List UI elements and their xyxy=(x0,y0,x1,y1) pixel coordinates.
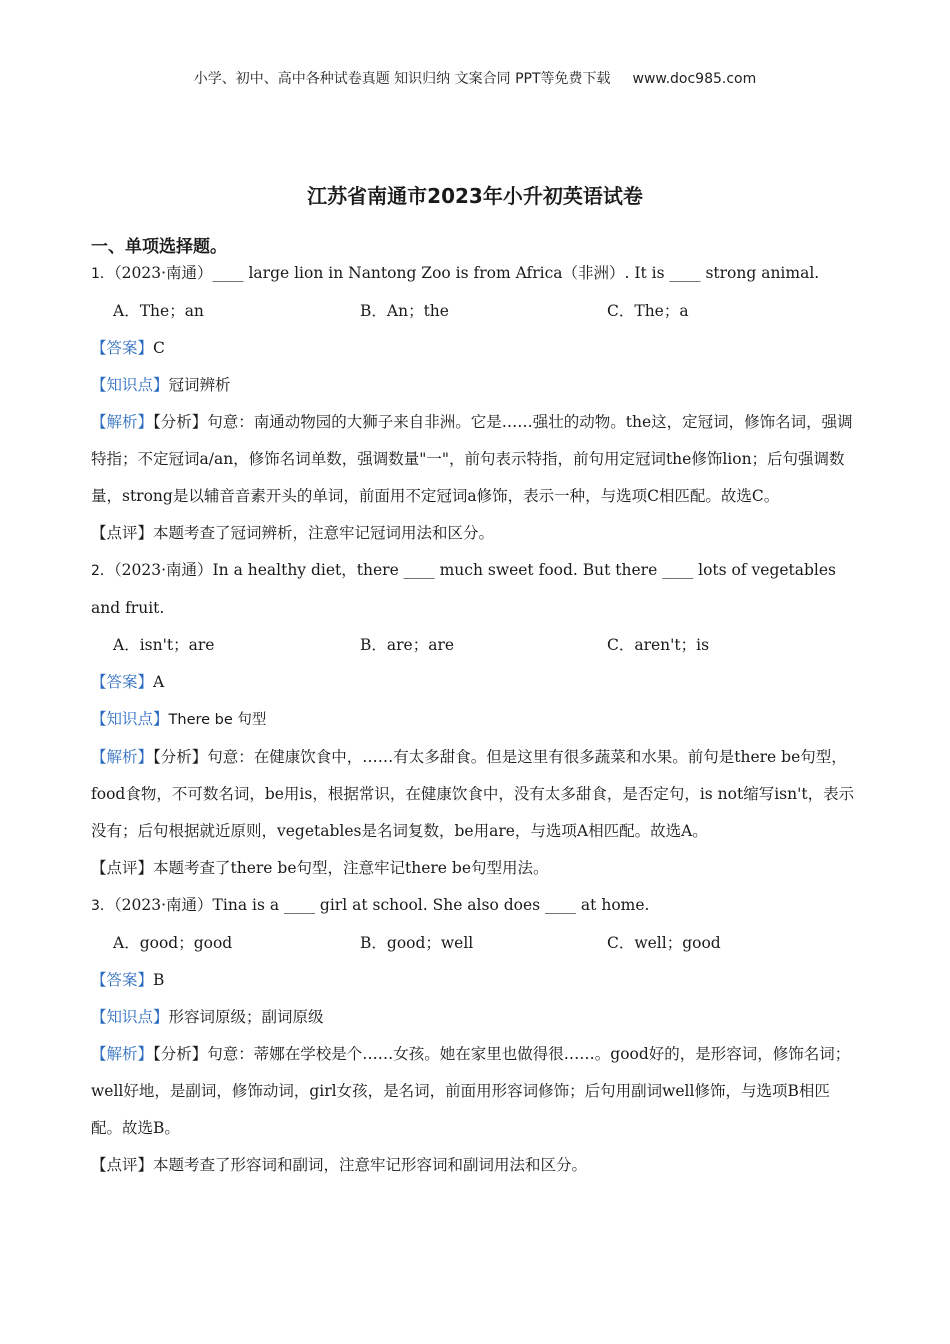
option-a: A．good；good xyxy=(113,934,233,952)
comment-text: 本题考查了there be句型，注意牢记there be句型用法。 xyxy=(153,859,549,877)
analysis-paragraph xyxy=(91,1036,856,1147)
options-row xyxy=(91,293,856,330)
knowledge-value: 冠词辨析 xyxy=(168,376,231,394)
comment-text: 本题考查了形容词和副词，注意牢记形容词和副词用法和区分。 xyxy=(153,1156,588,1174)
knowledge-value: 形容词原级；副词原级 xyxy=(168,1008,324,1026)
analysis-paragraph xyxy=(91,404,856,515)
question-text: （2023·南通）Tina is a ____ girl at school. She also does ____ at home. xyxy=(113,896,650,914)
comment-label: 【点评】 xyxy=(91,859,154,877)
section-heading: 一、单项选择题。 xyxy=(91,237,227,257)
knowledge-line xyxy=(91,367,856,404)
comment-line xyxy=(91,1147,856,1184)
option-c: C．aren't；is xyxy=(607,636,710,654)
knowledge-line xyxy=(91,999,856,1036)
question-number: 1． xyxy=(91,266,114,282)
header-text: 小学、初中、高中各种试卷真题 知识归纳 文案合同 PPT等免费下载 xyxy=(193,71,611,87)
comment-label: 【点评】 xyxy=(91,1156,154,1174)
answer-line xyxy=(91,664,856,701)
options-row xyxy=(91,627,856,664)
option-a: A．The；an xyxy=(113,302,204,320)
header-site[interactable]: www.doc985.com xyxy=(632,71,757,87)
comment-label: 【点评】 xyxy=(91,524,154,542)
comment-line xyxy=(91,515,856,552)
knowledge-label: 【知识点】 xyxy=(91,1008,169,1026)
option-c: C．well；good xyxy=(607,934,721,952)
question-1 xyxy=(91,255,856,552)
question-stem xyxy=(91,887,856,925)
answer-label: 【答案】 xyxy=(91,971,154,989)
analysis-label: 【解析】 xyxy=(91,1045,154,1063)
analysis-label: 【解析】 xyxy=(91,413,154,431)
option-b: B．are；are xyxy=(360,636,455,654)
options-row xyxy=(91,925,856,962)
knowledge-line xyxy=(91,701,856,739)
question-text: （2023·南通）____ large lion in Nantong Zoo is from Africa（非洲）. It is ____ strong animal. xyxy=(113,264,820,282)
comment-text: 本题考查了冠词辨析，注意牢记冠词用法和区分。 xyxy=(153,524,495,542)
option-c: C．The；a xyxy=(607,302,689,320)
question-3 xyxy=(91,887,856,1184)
question-stem xyxy=(91,255,856,293)
analysis-text: 【分析】句意：南通动物园的大狮子来自非洲。它是……强壮的动物。the这，定冠词，修饰名词，强调特指；不定冠词a/an，修饰名词单数，强调数量"一"，前句表示特指，前句用定冠词the修饰lion；后句强调数量，strong是以辅音音素开头的单词，前面用不定冠词a修饰，表示一种，与选项C相匹配。故选C。 xyxy=(91,413,853,505)
answer-value: B xyxy=(153,971,165,989)
analysis-text: 【分析】句意：在健康饮食中，……有太多甜食。但是这里有很多蔬菜和水果。前句是there be句型，food食物，不可数名词，be用is，根据常识，在健康饮食中，没有太多甜食，是否定句，is not缩写isn't，表示没有；后句根据就近原则，vegetables是名词复数，be用are，与选项A相匹配。故选A。 xyxy=(91,748,855,840)
questions-content xyxy=(91,255,856,1184)
question-stem xyxy=(91,552,856,627)
question-number: 2． xyxy=(91,563,114,579)
analysis-label: 【解析】 xyxy=(91,748,154,766)
knowledge-value: There be 句型 xyxy=(168,712,267,728)
page-header xyxy=(0,68,950,88)
analysis-text: 【分析】句意：蒂娜在学校是个……女孩。她在家里也做得很……。good好的，是形容词，修饰名词；well好地，是副词，修饰动词，girl女孩，是名词，前面用形容词修饰；后句用副词well修饰，与选项B相匹配。故选B。 xyxy=(91,1045,851,1137)
answer-label: 【答案】 xyxy=(91,673,154,691)
comment-line xyxy=(91,850,856,887)
answer-line xyxy=(91,330,856,367)
knowledge-label: 【知识点】 xyxy=(91,376,169,394)
knowledge-label: 【知识点】 xyxy=(91,710,169,728)
answer-value: A xyxy=(153,673,165,691)
option-b: B．An；the xyxy=(360,302,449,320)
option-a: A．isn't；are xyxy=(113,636,215,654)
answer-line xyxy=(91,962,856,999)
question-text: （2023·南通）In a healthy diet，there ____ much sweet food. But there ____ lots of vegetables and fruit. xyxy=(91,561,837,617)
question-2 xyxy=(91,552,856,887)
answer-label: 【答案】 xyxy=(91,339,154,357)
page-title: 江苏省南通市2023年小升初英语试卷 xyxy=(307,184,643,208)
option-b: B．good；well xyxy=(360,934,474,952)
analysis-paragraph xyxy=(91,739,856,850)
question-number: 3． xyxy=(91,898,114,914)
answer-value: C xyxy=(153,339,165,357)
